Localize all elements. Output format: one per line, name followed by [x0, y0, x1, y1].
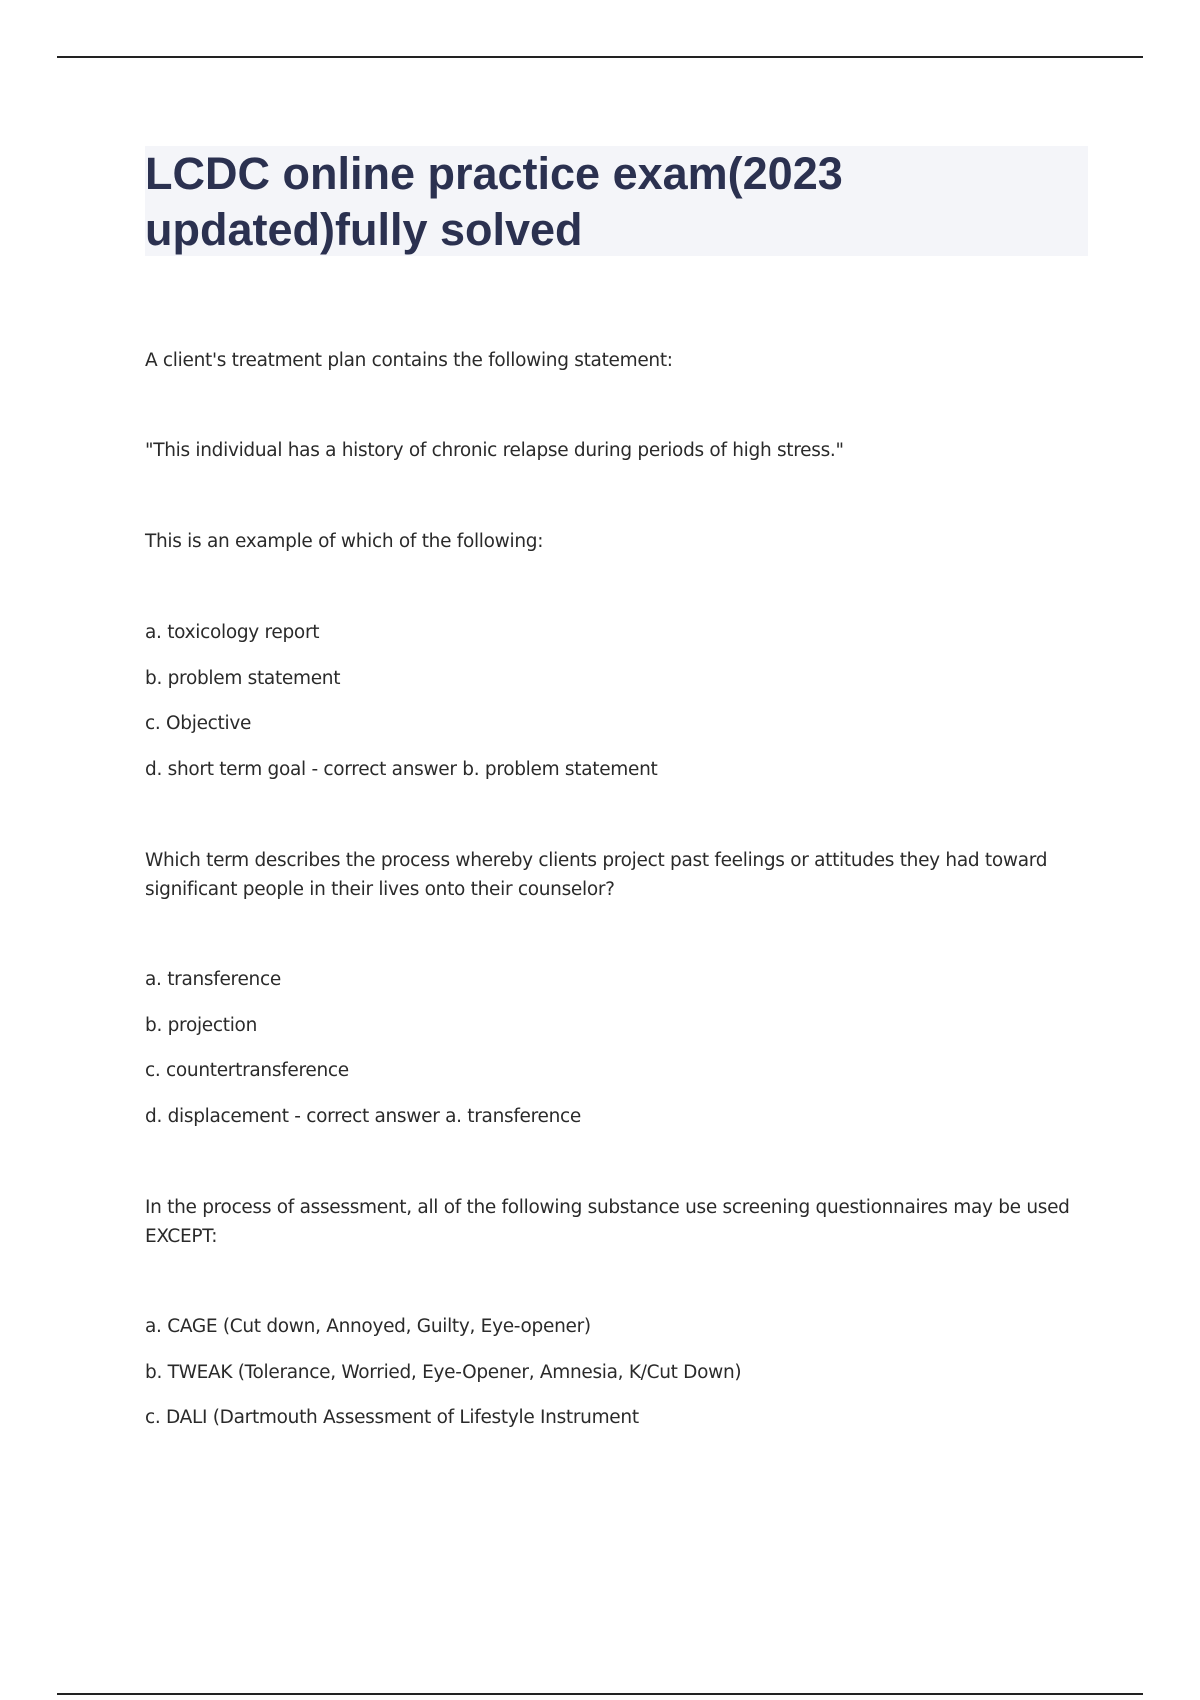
question-1-stem-line-3: This is an example of which of the following:: [145, 531, 544, 552]
question-2-option-a: a. transference: [145, 969, 281, 990]
question-1-option-b: b. problem statement: [145, 668, 341, 689]
header-rule: [57, 56, 1143, 58]
question-1-stem-line-1: A client's treatment plan contains the following statement:: [145, 350, 673, 371]
document-title: LCDC online practice exam(2023 updated)fully solved: [145, 148, 843, 255]
question-3-option-a: a. CAGE (Cut down, Annoyed, Guilty, Eye-opener): [145, 1316, 591, 1337]
question-3-option-c: c. DALI (Dartmouth Assessment of Lifestyle Instrument: [145, 1407, 639, 1428]
footer-rule: [57, 1693, 1143, 1695]
question-3-option-b: b. TWEAK (Tolerance, Worried, Eye-Opener, Amnesia, K/Cut Down): [145, 1362, 742, 1383]
question-1-stem-line-2: "This individual has a history of chronic relapse during periods of high stress.": [145, 440, 844, 461]
question-2-option-b: b. projection: [145, 1015, 257, 1036]
question-2-stem: Which term describes the process whereby clients project past feelings or attitudes they had toward significant people in their lives onto their counselor?: [145, 850, 1048, 900]
question-2-option-c: c. countertransference: [145, 1060, 349, 1081]
question-1-option-c: c. Objective: [145, 713, 252, 734]
question-2-option-d: d. displacement - correct answer a. transference: [145, 1106, 581, 1127]
question-1-option-d: d. short term goal - correct answer b. problem statement: [145, 759, 658, 780]
question-3-stem: In the process of assessment, all of the following substance use screening questionnaires may be used EXCEPT:: [145, 1197, 1070, 1247]
question-1-option-a: a. toxicology report: [145, 622, 320, 643]
